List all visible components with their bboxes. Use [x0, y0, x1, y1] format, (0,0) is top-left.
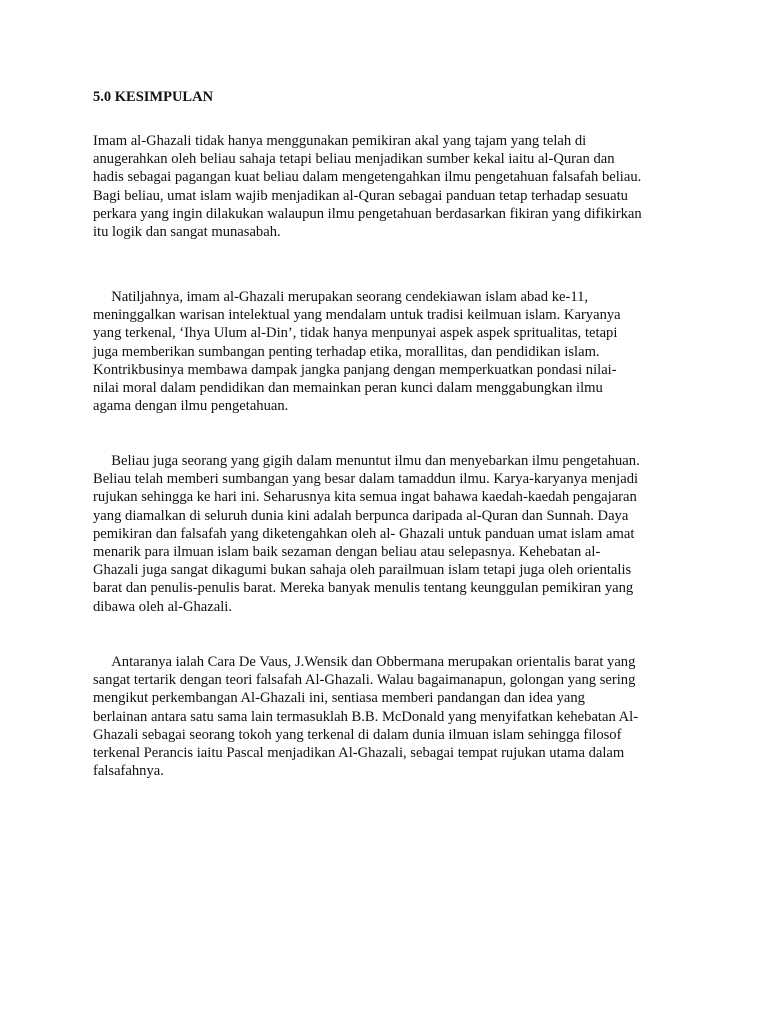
paragraph-line: juga memberikan sumbangan penting terhadap etika, morallitas, dan pendidikan islam.: [93, 343, 600, 360]
paragraph-line: pemikiran dan falsafah yang diketengahkan oleh al- Ghazali untuk panduan umat islam amat: [93, 525, 635, 542]
paragraph-line: anugerahkan oleh beliau sahaja tetapi beliau menjadikan sumber kekal iaitu al-Quran dan: [93, 151, 615, 168]
paragraph-line: Beliau juga seorang yang gigih dalam menuntut ilmu dan menyebarkan ilmu pengetahuan.: [93, 453, 640, 469]
paragraph-line: barat dan penulis-penulis barat. Mereka banyak menulis tentang keunggulan pemikiran yang: [93, 580, 634, 597]
paragraph-line: itu logik dan sangat munasabah.: [93, 224, 281, 241]
paragraph-line: falsafahnya.: [93, 763, 164, 780]
paragraph-line: hadis sebagai pagangan kuat beliau dalam mengetengahkan ilmu pengetahuan falsafah beliau.: [93, 169, 642, 186]
paragraph-line: yang diamalkan di seluruh dunia kini adalah berpunca daripada al-Quran dan Sunnah. Daya: [93, 507, 629, 524]
paragraph-4: [93, 653, 683, 780]
paragraph-line: Ghazali sebagai seorang tokoh yang terkenal di dalam dunia ilmuan islam sehingga filosof: [93, 726, 622, 743]
section-heading: 5.0 KESIMPULAN: [93, 89, 214, 105]
paragraph-line: menarik para ilmuan islam baik sezaman dengan beliau atau selepasnya. Kehebatan al-: [93, 544, 601, 561]
paragraph-line: Ghazali juga sangat dikagumi bukan sahaja oleh parailmuan islam tetapi juga oleh orientalis: [93, 562, 632, 579]
paragraph-1: [93, 132, 683, 241]
paragraph-line: sangat tertarik dengan teori falsafah Al-Ghazali. Walau bagaimanapun, golongan yang sering: [93, 672, 636, 689]
paragraph-line: perkara yang ingin dilakukan walaupun ilmu pengetahuan berdasarkan fikiran yang difikirkan: [93, 205, 642, 222]
paragraph-line: dibawa oleh al-Ghazali.: [93, 598, 232, 615]
paragraph-line: berlainan antara satu sama lain termasuklah B.B. McDonald yang menyifatkan kehebatan Al-: [93, 708, 639, 725]
paragraph-line: mengikut perkembangan Al-Ghazali ini, sentiasa memberi pandangan dan idea yang: [93, 690, 585, 707]
paragraph-line: Antaranya ialah Cara De Vaus, J.Wensik dan Obbermana merupakan orientalis barat yang: [93, 654, 636, 670]
paragraph-line: nilai moral dalam pendidikan dan memainkan peran kunci dalam menggabungkan ilmu: [93, 380, 603, 397]
paragraph-line: Bagi beliau, umat islam wajib menjadikan al-Quran sebagai panduan tetap terhadap sesuatu: [93, 187, 628, 204]
paragraph-line: meninggalkan warisan intelektual yang mendalam untuk tradisi keilmuan islam. Karyanya: [93, 307, 621, 324]
paragraph-line: agama dengan ilmu pengetahuan.: [93, 398, 289, 415]
paragraph-2: [93, 288, 683, 415]
paragraph-line: terkenal Perancis iaitu Pascal menjadikan Al-Ghazali, sebagai tempat rujukan utama dalam: [93, 745, 625, 762]
paragraph-line: Beliau telah memberi sumbangan yang besar dalam tamaddun ilmu. Karya-karyanya menjadi: [93, 471, 639, 488]
paragraph-line: Kontrikbusinya membawa dampak jangka panjang dengan memperkuatkan pondasi nilai-: [93, 361, 617, 378]
paragraph-3: [93, 452, 683, 616]
paragraph-line: yang terkenal, ‘Ihya Ulum al-Din’, tidak hanya menpunyai aspek aspek spritualitas, tetapi: [93, 325, 618, 342]
paragraph-line: Natiljahnya, imam al-Ghazali merupakan seorang cendekiawan islam abad ke-11,: [93, 289, 589, 305]
paragraph-line: rujukan sehingga ke hari ini. Seharusnya kita semua ingat bahawa kaedah-kaedah pengajaran: [93, 489, 637, 506]
paragraph-line: Imam al-Ghazali tidak hanya menggunakan pemikiran akal yang tajam yang telah di: [93, 133, 587, 149]
